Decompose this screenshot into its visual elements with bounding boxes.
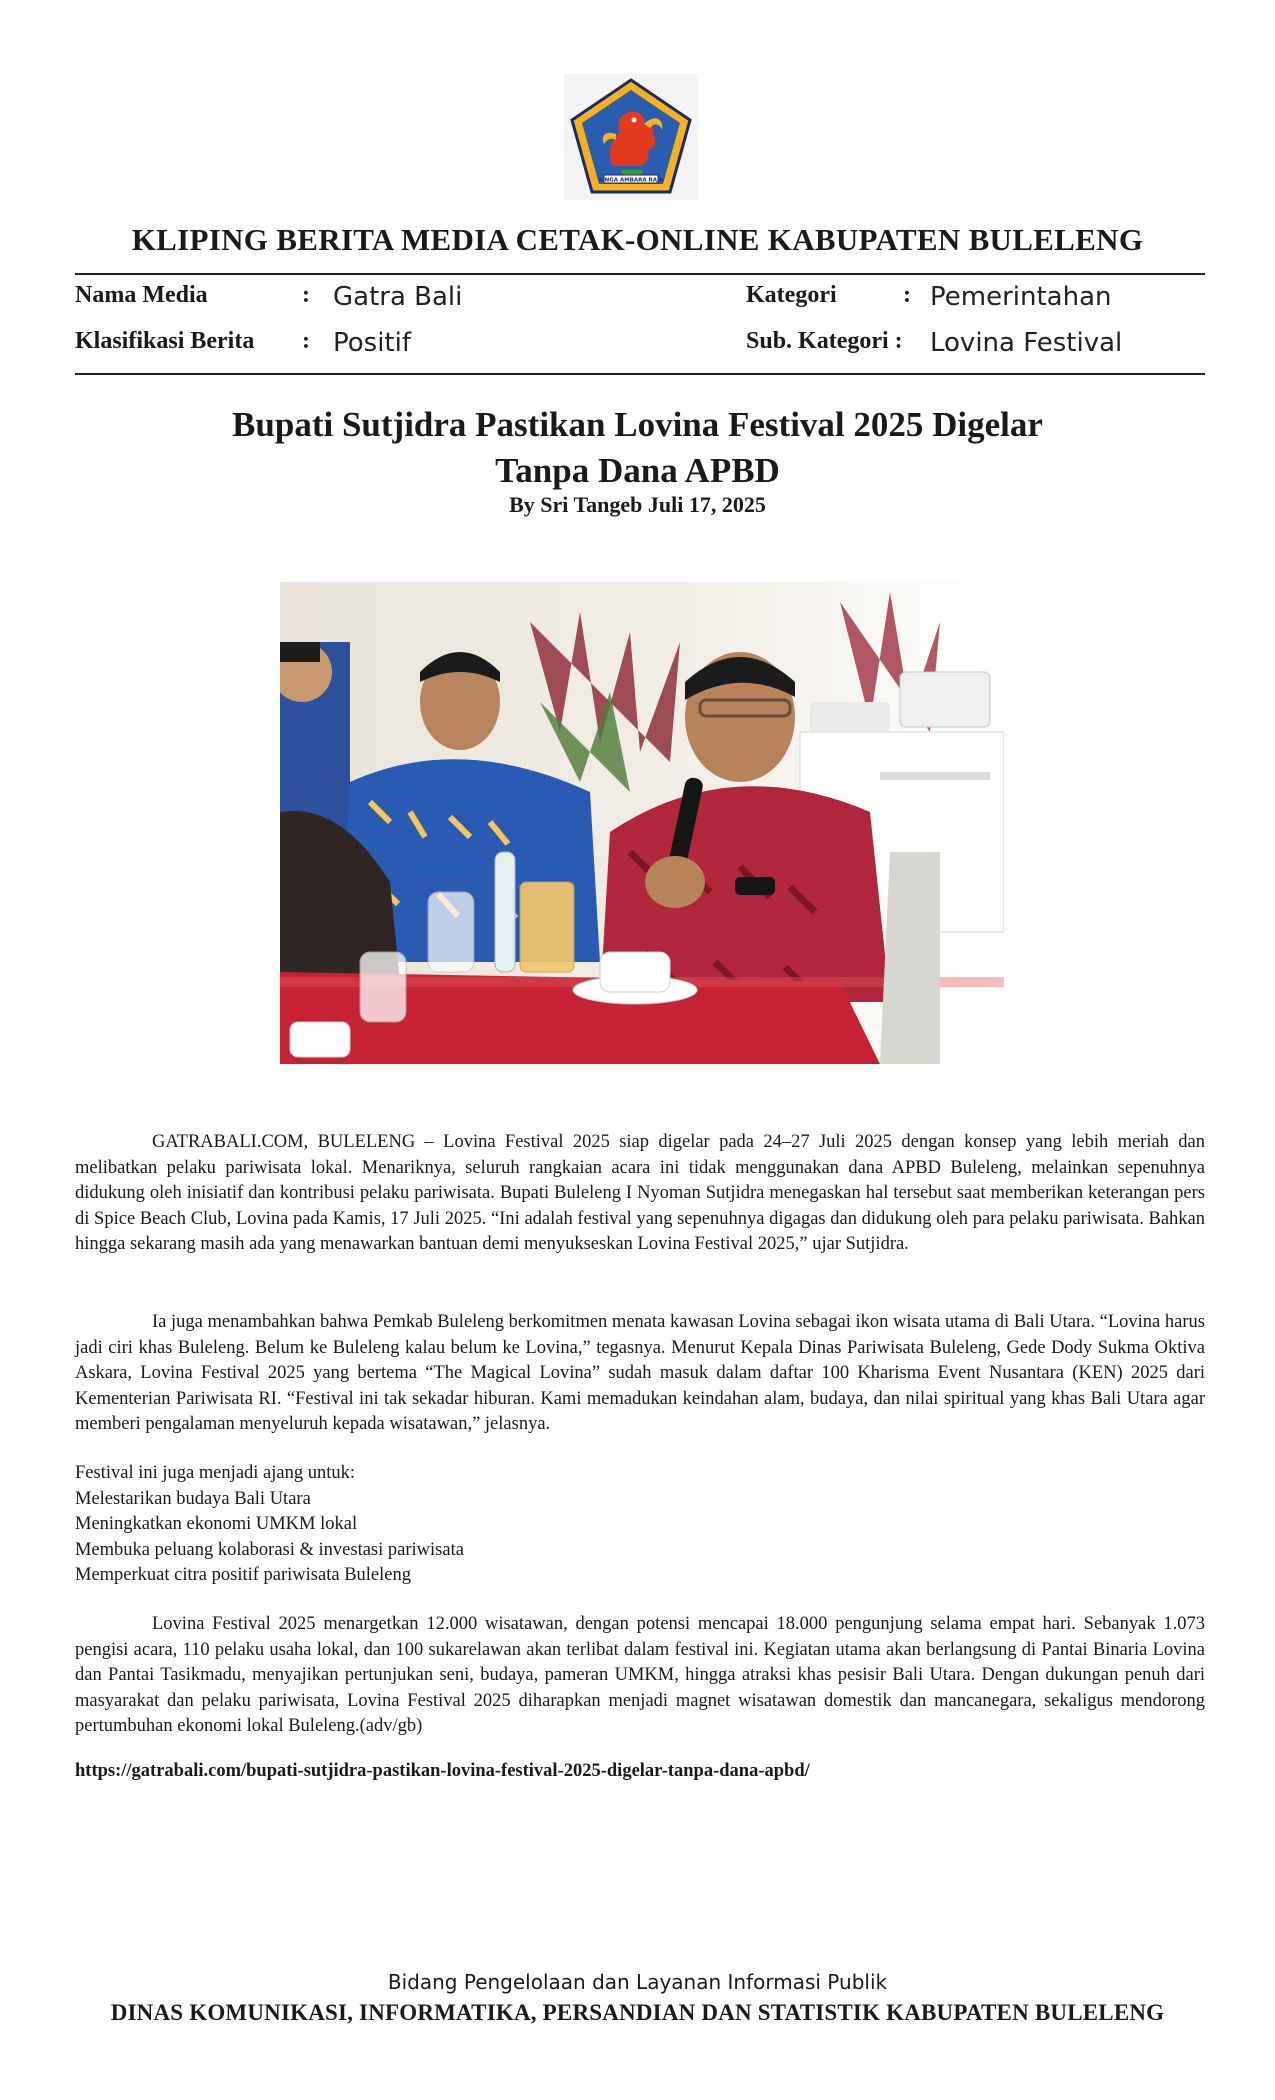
klasifikasi-value: Positif bbox=[333, 328, 411, 358]
press-conference-photo bbox=[280, 582, 1004, 1064]
paragraph-text: Ia juga menambahkan bahwa Pemkab Buleleng berkomitmen menata kawasan Lovina sebagai ikon wisata utama di Bali Utara. “Lovina harus jadi ciri khas Buleleng. Belum ke Buleleng kalau belum ke Lovina,” tegasnya. Menurut Kepala Dinas Pariwisata Buleleng, Gede Dody Sukma Oktiva Askara, Lovina Festival 2025 yang bertema “The Magical Lovina” sudah masuk dalam daftar 100 Kharisma Event Nusantara (KEN) 2025 dari Kementerian Pariwisata RI. “Festival ini tak sekadar hiburan. Kami memadukan keindahan alam, budaya, dan nilai spiritual yang khas Bali Utara agar memberi pengalaman menyeluruh kepada wisatawan,” jelasnya. bbox=[75, 1312, 1205, 1434]
article-photo bbox=[280, 582, 1004, 1064]
klasifikasi-colon: : bbox=[302, 328, 310, 354]
paragraph-text: Lovina Festival 2025 menargetkan 12.000 wisatawan, dengan potensi mencapai 18.000 pengunjung selama empat hari. Sebanyak 1.073 pengisi acara, 110 pelaku usaha lokal, dan 100 sukarelawan akan terlibat dalam festival ini. Kegiatan utama akan berlangsung di Pantai Binaria Lovina dan Pantai Tasikmadu, menyajikan pertunjukan seni, budaya, pameran UMKM, hingga atraksi khas pesisir Bali Utara. Dengan dukungan penuh dari masyarakat dan pelaku pariwisata, Lovina Festival 2025 diharapkan menjadi magnet wisatawan domestik dan mancanegara, sekaligus mendorong pertumbuhan ekonomi lokal Buleleng.(adv/gb) bbox=[75, 1614, 1205, 1736]
list-item: Membuka peluang kolaborasi & investasi pariwisata bbox=[75, 1539, 464, 1560]
list-item: Meningkatkan ekonomi UMKM lokal bbox=[75, 1514, 358, 1534]
article-byline: By Sri Tangeb Juli 17, 2025 bbox=[509, 492, 766, 517]
sub-kategori-value: Lovina Festival bbox=[930, 328, 1123, 358]
list-item: Melestarikan budaya Bali Utara bbox=[75, 1488, 311, 1509]
footer-agency: DINAS KOMUNIKASI, INFORMATIKA, PERSANDIAN DAN STATISTIK KABUPATEN BULELENG bbox=[110, 2000, 1165, 2025]
article-headline bbox=[0, 402, 1275, 494]
headline-line-2: Tanpa Dana APBD bbox=[495, 451, 780, 490]
header-divider-top bbox=[75, 273, 1205, 275]
header-divider-bottom bbox=[75, 373, 1205, 375]
source-url-link[interactable]: https://gatrabali.com/bupati-sutjidra-pastikan-lovina-festival-2025-digelar-tanpa-dana-apbd/ bbox=[75, 1761, 810, 1781]
singa-ambara-raja-emblem-icon bbox=[564, 74, 698, 200]
festival-goals-list bbox=[75, 1461, 1205, 1589]
footer-division: Bidang Pengelolaan dan Layanan Informasi Publik bbox=[387, 1970, 888, 1994]
nama-media-colon: : bbox=[302, 282, 310, 308]
list-item: Memperkuat citra positif pariwisata Buleleng bbox=[75, 1565, 411, 1585]
nama-media-label: Nama Media bbox=[75, 282, 208, 308]
article-paragraph-1 bbox=[75, 1130, 1205, 1258]
klasifikasi-label: Klasifikasi Berita bbox=[75, 328, 255, 354]
logo-caption: SINGA AMBARA RAJA bbox=[598, 177, 664, 184]
sub-kategori-label: Sub. Kategori : bbox=[746, 328, 903, 354]
paragraph-text: GATRABALI.COM, BULELENG – Lovina Festival 2025 siap digelar pada 24–27 Juli 2025 dengan konsep yang lebih meriah dan melibatkan pelaku pariwisata lokal. Menariknya, seluruh rangkaian acara ini tidak menggunakan dana APBD Buleleng, melainkan sepenuhnya didukung oleh inisiatif dan kontribusi pelaku pariwisata. Bupati Buleleng I Nyoman Sutjidra menegaskan hal tersebut saat memberikan keterangan pers di Spice Beach Club, Lovina pada Kamis, 17 Juli 2025. “Ini adalah festival yang sepenuhnya digagas dan didukung oleh para pelaku pariwisata. Bahkan hingga sekarang masih ada yang menawarkan bantuan demi menyukseskan Lovina Festival 2025,” ujar Sutjidra. bbox=[75, 1132, 1205, 1254]
kategori-value: Pemerintahan bbox=[930, 282, 1112, 312]
article-paragraph-2 bbox=[75, 1310, 1205, 1438]
list-intro: Festival ini juga menjadi ajang untuk: bbox=[75, 1463, 356, 1483]
buleleng-logo bbox=[564, 74, 698, 200]
kategori-colon: : bbox=[903, 282, 911, 308]
article-paragraph-3 bbox=[75, 1612, 1205, 1740]
page-title: KLIPING BERITA MEDIA CETAK-ONLINE KABUPATEN BULELENG bbox=[131, 222, 1144, 257]
nama-media-value: Gatra Bali bbox=[333, 282, 463, 312]
kategori-label: Kategori bbox=[746, 282, 837, 308]
headline-line-1: Bupati Sutjidra Pastikan Lovina Festival 2025 Digelar bbox=[232, 405, 1043, 444]
